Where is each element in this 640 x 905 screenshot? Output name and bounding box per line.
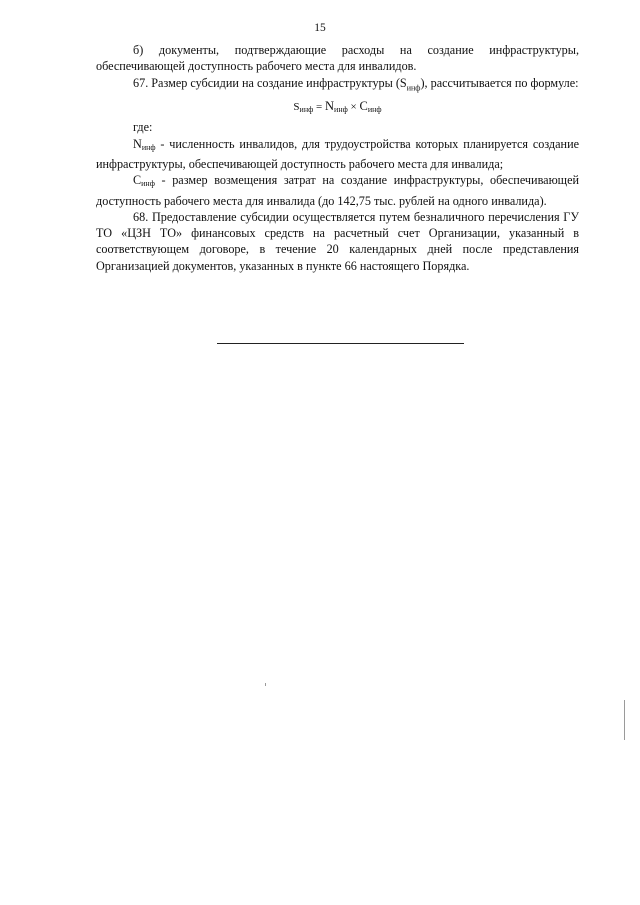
scan-artifact-mark — [624, 700, 625, 740]
c-definition-text: - размер возмещения затрат на создание инфраструктуры, обеспечивающей доступность рабочего места для инвалида (до 142,75 тыс. рублей на одного инвалида). — [96, 173, 579, 208]
n-definition-subscript: инф — [141, 142, 156, 152]
formula-c-symbol: C — [359, 99, 368, 114]
end-separator-line — [217, 343, 464, 344]
item-b-paragraph: б) документы, подтверждающие расходы на создание инфраструктуры, обеспечивающей доступность рабочего места для инвалидов. — [96, 43, 579, 74]
c-definition-symbol: С — [133, 173, 142, 188]
formula-times: × — [347, 101, 360, 114]
formula-n-symbol: N — [325, 99, 335, 114]
formula-equals: = — [313, 101, 325, 114]
paragraph-67-tail: ), рассчитывается по формуле: — [420, 75, 579, 90]
page-number: 15 — [314, 22, 326, 34]
document-body — [96, 42, 579, 274]
formula-n-subscript: инф — [334, 105, 348, 115]
scan-artifact-dot — [265, 683, 266, 686]
paragraph-67 — [96, 75, 579, 97]
formula-s-symbol: S — [293, 101, 300, 114]
n-definition-text: - численность инвалидов, для трудоустройства которых планируется создание инфраструктуры, обеспечивающей доступность рабочего места для инвалида; — [96, 136, 579, 171]
subsidy-formula — [96, 99, 579, 117]
n-definition-symbol: N — [133, 136, 142, 151]
paragraph-67-subscript: инф — [406, 83, 421, 93]
formula-c-subscript: инф — [367, 105, 382, 115]
paragraph-68: 68. Предоставление субсидии осуществляется путем безналичного перечисления ГУ ТО «ЦЗН ТО» финансовых средств на расчетный счет Организации, указанный в соответствующем договоре, в течение 20 календарных дней после представления Организацией документов, указанных в пункте 66 настоящего Порядка. — [96, 209, 579, 273]
c-definition — [96, 172, 579, 209]
c-definition-subscript: инф — [141, 179, 155, 189]
where-label: где: — [133, 120, 153, 135]
formula-s-subscript: инф — [299, 105, 314, 115]
paragraph-67-text: 67. Размер субсидии на создание инфраструктуры (S — [133, 75, 407, 90]
n-definition — [96, 136, 579, 173]
